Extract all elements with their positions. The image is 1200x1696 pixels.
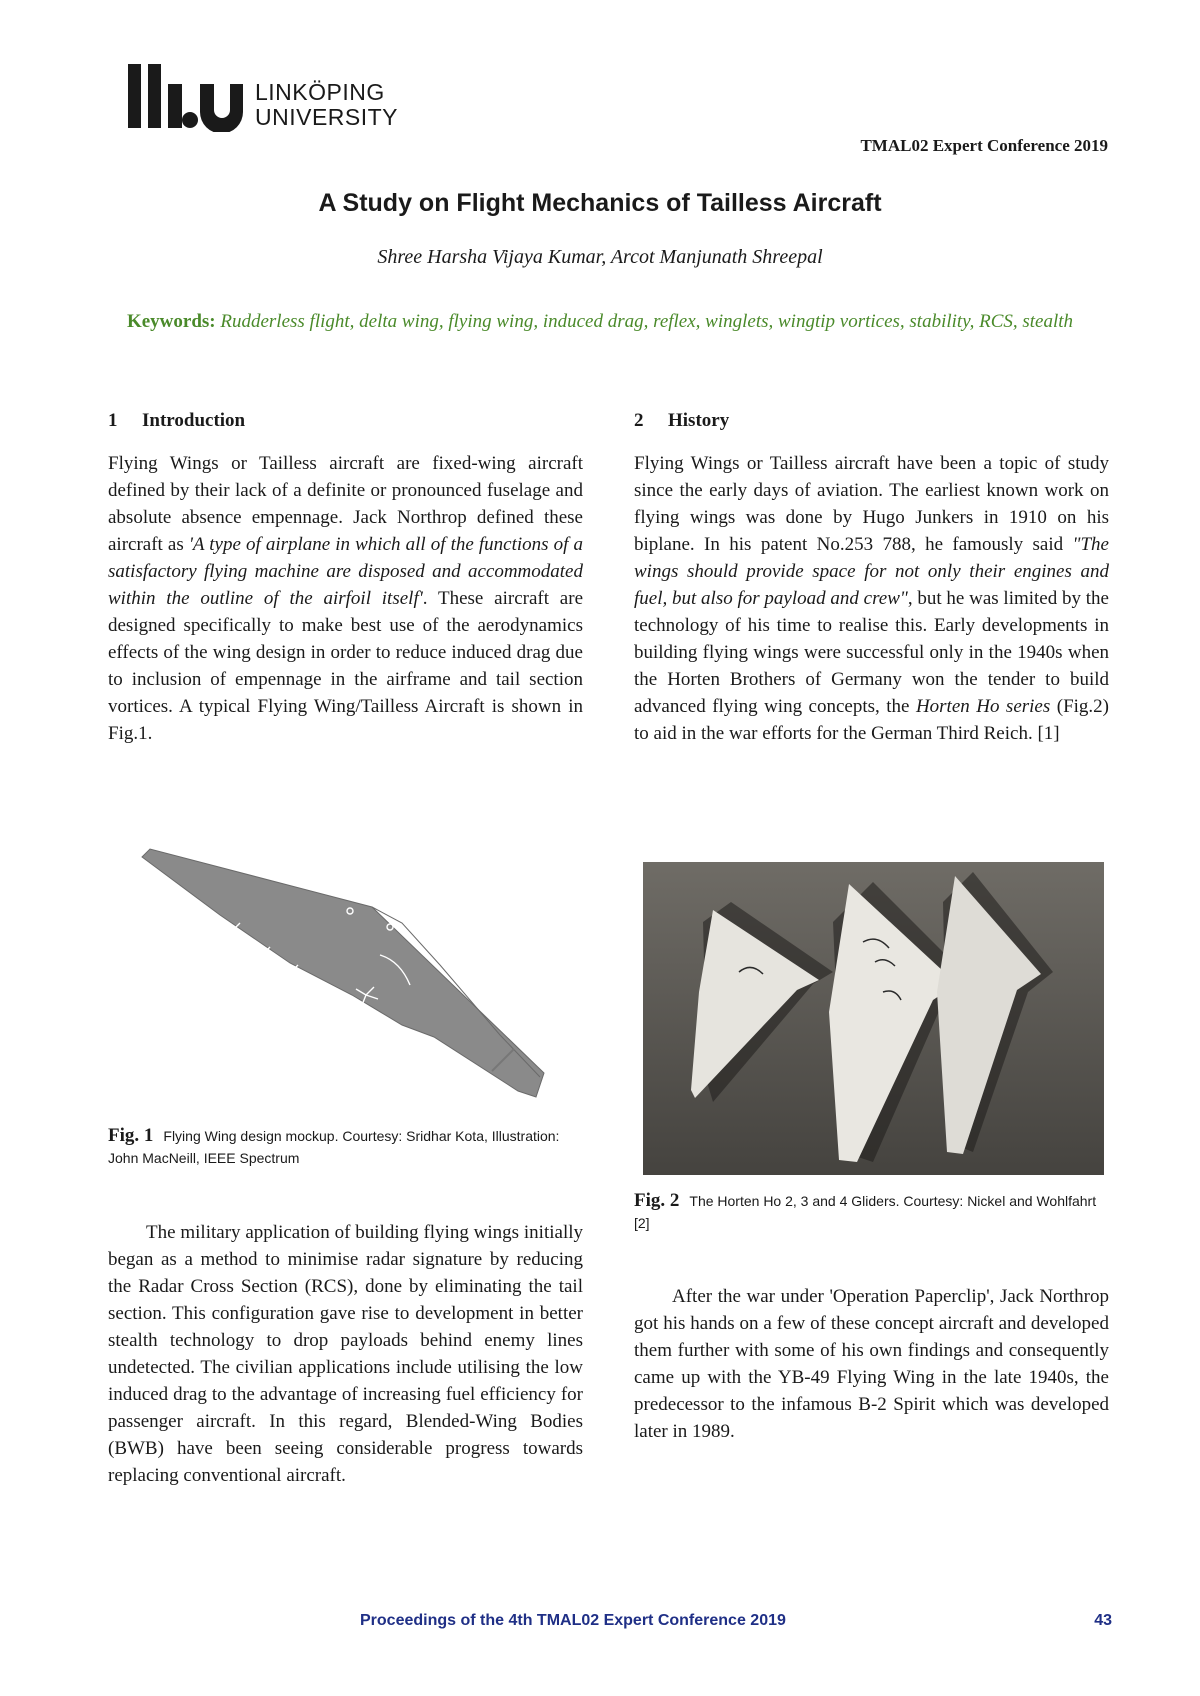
history-paragraph-2: After the war under 'Operation Paperclip', Jack Northrop got his hands on a few of these concept aircraft and developed them further with some of his own findings and consequently came up with the YB-49 Flying Wing in the late 1940s, the predecessor to the infamous B-2 Spirit which was developed later in 1989. bbox=[634, 1286, 1109, 1442]
figure-2-caption-text: The Horten Ho 2, 3 and 4 Gliders. Courtesy: Nickel and Wohlfahrt [2] bbox=[634, 1193, 1097, 1231]
conference-tag: TMAL02 Expert Conference 2019 bbox=[860, 136, 1108, 155]
intro-text-a: Flying Wings or Tailless aircraft are fixed-wing aircraft defined by their lack of a definite or pronounced fuselage and absolute absence empennage. Jack Northrop defined these aircraft as bbox=[108, 453, 583, 555]
section-number: 2 bbox=[634, 410, 644, 431]
page-number: 43 bbox=[1094, 1612, 1112, 1629]
horten-series: Horten Ho series bbox=[915, 696, 1051, 717]
logo-line-1: LINKÖPING bbox=[255, 79, 385, 105]
liu-logo-mark-icon bbox=[128, 62, 243, 132]
section-number: 1 bbox=[108, 410, 118, 431]
horten-gliders-photo bbox=[643, 862, 1104, 1175]
keywords bbox=[108, 308, 1092, 336]
section-heading-introduction bbox=[108, 410, 583, 432]
intro-paragraph-2: The military application of building flying wings initially began as a method to minimise radar signature by reducing the Radar Cross Section (RCS), done by eliminating the tail section. This configuration gave rise to development in better stealth technology to drop payloads behind enemy lines undetected. The civilian applications include utilising the low induced drag to the advantage of increasing fuel efficiency for passenger aircraft. In this regard, Blended-Wing Bodies (BWB) have been seeing considerable progress towards replacing conventional aircraft. bbox=[108, 1222, 583, 1486]
figure-2-caption bbox=[634, 1190, 1109, 1234]
horten-gliders-image bbox=[643, 862, 1104, 1175]
paper-title: A Study on Flight Mechanics of Tailless Aircraft bbox=[318, 189, 882, 217]
section-introduction-continued bbox=[108, 1219, 583, 1489]
northrop-quote: 'A type of airplane in which all of the functions of a satisfactory flying machine are disposed and accommodated within the outline of the airfoil itself' bbox=[108, 534, 583, 609]
figure-1-caption-text: Flying Wing design mockup. Courtesy: Sridhar Kota, Illustration: John MacNeill, IEEE Spectrum bbox=[108, 1128, 560, 1166]
history-paragraph-1 bbox=[634, 450, 1109, 747]
section-introduction bbox=[108, 410, 583, 747]
history-text-a: Flying Wings or Tailless aircraft have been a topic of study since the early days of aviation. The earliest known work on flying wings was done by Hugo Junkers in 1910 on his biplane. In his patent No.253 788, he famously said bbox=[634, 453, 1109, 555]
keywords-label: Keywords: bbox=[126, 311, 216, 332]
flying-wing-illustration bbox=[140, 845, 550, 1100]
intro-paragraph-1 bbox=[108, 450, 583, 747]
figure-2-label: Fig. 2 bbox=[634, 1190, 680, 1211]
logo-wordmark bbox=[255, 80, 398, 130]
intro-text-b: . These aircraft are designed specifically to make best use of the aerodynamics effects of the wing design in order to reduce induced drag due to inclusion of empennage in the airframe and tail section vortices. A typical Flying Wing/Tailless Aircraft is shown in Fig.1. bbox=[108, 588, 583, 744]
proceedings-footer: Proceedings of the 4th TMAL02 Expert Conference 2019 bbox=[360, 1612, 786, 1629]
figure-1-label: Fig. 1 bbox=[108, 1125, 154, 1146]
logo-line-2: UNIVERSITY bbox=[255, 104, 399, 130]
keywords-text: Rudderless flight, delta wing, flying wing, induced drag, reflex, winglets, wingtip vortices, stability, RCS, stealth bbox=[220, 311, 1074, 332]
section-heading-history bbox=[634, 410, 1109, 432]
section-history bbox=[634, 410, 1109, 747]
section-history-continued bbox=[634, 1283, 1109, 1445]
section-title: Introduction bbox=[142, 410, 246, 431]
history-text-c: (Fig.2) to aid in the war efforts for the German Third Reich. [1] bbox=[634, 696, 1109, 744]
university-logo bbox=[128, 62, 408, 136]
figure-1-caption bbox=[108, 1125, 583, 1169]
junkers-quote: "The wings should provide space for not only their engines and fuel, but also for payload and crew" bbox=[634, 534, 1109, 609]
author-list: Shree Harsha Vijaya Kumar, Arcot Manjunath Shreepal bbox=[377, 246, 823, 268]
section-title: History bbox=[668, 410, 730, 431]
history-text-b: , but he was limited by the technology of his time to realise this. Early developments in building flying wings were successful only in the 1940s when the Horten Brothers of Germany won the tender to build advanced flying wing concepts, the bbox=[634, 588, 1109, 717]
